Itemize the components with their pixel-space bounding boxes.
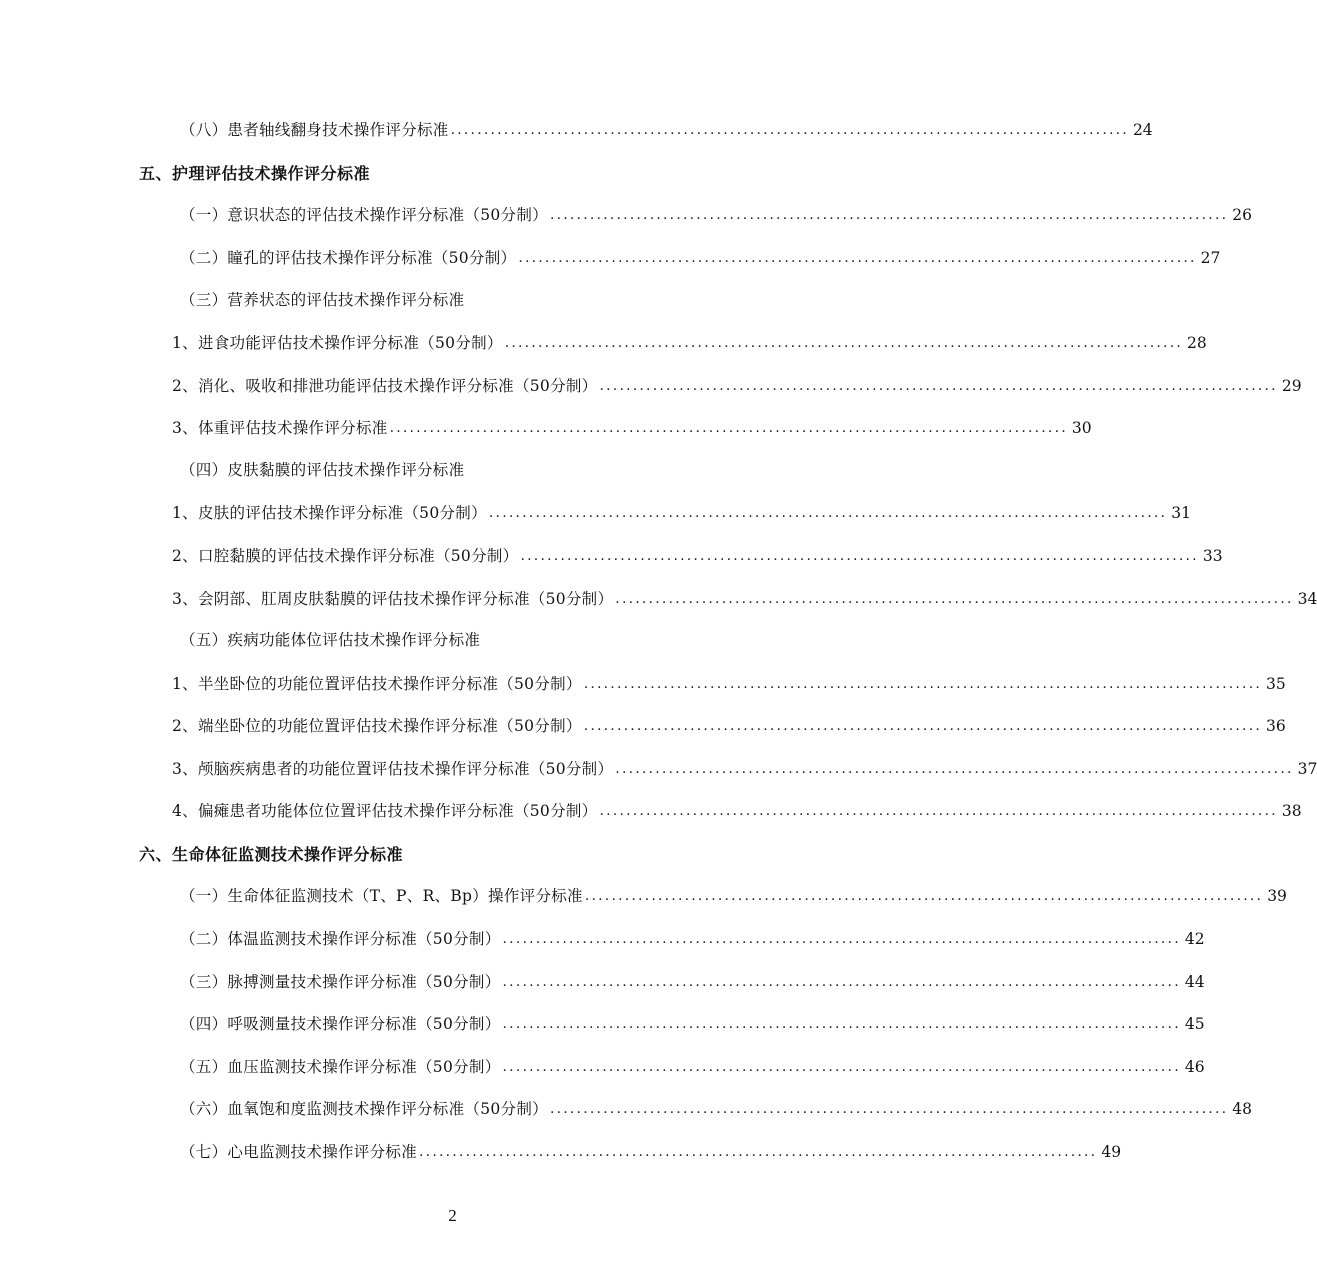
toc-entry[interactable]	[180, 197, 1252, 225]
dot-leader: ......................................................................................................	[389, 420, 1068, 436]
dot-leader: ......................................................................................................	[419, 1144, 1098, 1160]
toc-entry-page: 28	[1187, 334, 1207, 352]
dot-leader: ......................................................................................................	[599, 803, 1278, 819]
dot-leader: ......................................................................................................	[615, 591, 1294, 607]
dot-leader: ......................................................................................................	[504, 335, 1184, 351]
toc-entry-title: （三）脉搏测量技术操作评分标准（50分制）	[180, 973, 501, 991]
toc-entry-title: （八）患者轴线翻身技术操作评分标准	[180, 121, 449, 139]
toc-entry-page: 44	[1184, 973, 1205, 991]
toc-entry[interactable]	[172, 581, 1317, 609]
toc-entry[interactable]	[180, 921, 1205, 949]
toc-entry-title: （七）心电监测技术操作评分标准	[180, 1143, 418, 1161]
toc-entry-page: 33	[1202, 547, 1223, 565]
toc-entry-page: 24	[1132, 121, 1153, 139]
dot-leader: ......................................................................................................	[583, 676, 1263, 692]
toc-subheading: （四）皮肤黏膜的评估技术操作评分标准	[180, 461, 465, 479]
toc-entry-page: 49	[1101, 1143, 1122, 1161]
toc-entry-page: 29	[1281, 377, 1302, 395]
dot-leader: ......................................................................................................	[502, 1016, 1181, 1032]
toc-entry-title: 1、皮肤的评估技术操作评分标准（50分制）	[172, 504, 487, 522]
toc-entry[interactable]	[180, 878, 1287, 906]
toc-entry-title: （二）瞳孔的评估技术操作评分标准（50分制）	[180, 249, 517, 267]
toc-entry[interactable]	[180, 1134, 1122, 1162]
dot-leader: ......................................................................................................	[599, 378, 1278, 394]
section-heading: 五、护理评估技术操作评分标准	[139, 164, 371, 183]
toc-entry[interactable]	[180, 112, 1153, 140]
toc-entry[interactable]	[172, 793, 1302, 821]
dot-leader: ......................................................................................................	[518, 250, 1197, 266]
toc-entry-title: （六）血氧饱和度监测技术操作评分标准（50分制）	[180, 1100, 548, 1118]
toc-entry-title: 1、半坐卧位的功能位置评估技术操作评分标准（50分制）	[172, 675, 582, 693]
toc-entry-page: 31	[1171, 504, 1191, 522]
toc-entry-title: （一）生命体征监测技术（T、P、R、Bp）操作评分标准	[180, 887, 583, 905]
toc-entry[interactable]	[172, 666, 1286, 694]
dot-leader: ......................................................................................................	[502, 974, 1181, 990]
dot-leader: ......................................................................................................	[502, 1059, 1181, 1075]
toc-entry[interactable]	[172, 325, 1207, 353]
toc-entry-page: 38	[1281, 802, 1302, 820]
toc-entry-title: 3、体重评估技术操作评分标准	[172, 419, 388, 437]
toc-entry[interactable]	[172, 751, 1317, 779]
toc-entry-title: 2、口腔黏膜的评估技术操作评分标准（50分制）	[172, 547, 519, 565]
toc-entry[interactable]	[180, 964, 1205, 992]
dot-leader: ......................................................................................................	[615, 761, 1294, 777]
toc-entry-page: 46	[1184, 1058, 1205, 1076]
dot-leader: ......................................................................................................	[583, 718, 1263, 734]
toc-entry-title: 2、消化、吸收和排泄功能评估技术操作评分标准（50分制）	[172, 377, 598, 395]
dot-leader: ......................................................................................................	[488, 505, 1168, 521]
toc-entry-page: 48	[1232, 1100, 1252, 1118]
toc-subheading: （五）疾病功能体位评估技术操作评分标准	[180, 631, 481, 649]
toc-entry-title: （二）体温监测技术操作评分标准（50分制）	[180, 930, 501, 948]
toc-entry-page: 30	[1071, 419, 1092, 437]
toc-entry-title: 4、偏瘫患者功能体位位置评估技术操作评分标准（50分制）	[172, 802, 598, 820]
toc-entry[interactable]	[172, 495, 1191, 523]
dot-leader: ......................................................................................................	[549, 207, 1229, 223]
toc-entry-page: 45	[1184, 1015, 1205, 1033]
toc-entry-page: 36	[1266, 717, 1286, 735]
dot-leader: ......................................................................................................	[450, 122, 1129, 138]
dot-leader: ......................................................................................................	[520, 548, 1199, 564]
toc-entry[interactable]	[180, 240, 1221, 268]
toc-entry-page: 27	[1200, 249, 1221, 267]
toc-entry-page: 37	[1297, 760, 1317, 778]
toc-entry-page: 34	[1297, 590, 1317, 608]
toc-entry[interactable]	[172, 368, 1302, 396]
section-heading: 六、生命体征监测技术操作评分标准	[139, 845, 404, 864]
toc-entry-title: （五）血压监测技术操作评分标准（50分制）	[180, 1058, 501, 1076]
toc-entry-title: 3、颅脑疾病患者的功能位置评估技术操作评分标准（50分制）	[172, 760, 614, 778]
toc-entry[interactable]	[180, 1091, 1252, 1119]
toc-entry[interactable]	[180, 1049, 1205, 1077]
dot-leader: ......................................................................................................	[502, 931, 1181, 947]
toc-entry-page: 26	[1232, 206, 1252, 224]
toc-entry-title: （四）呼吸测量技术操作评分标准（50分制）	[180, 1015, 501, 1033]
toc-subheading: （三）营养状态的评估技术操作评分标准	[180, 291, 465, 309]
toc-entry[interactable]	[172, 538, 1223, 566]
toc-entry[interactable]	[172, 708, 1286, 736]
toc-entry-title: （一）意识状态的评估技术操作评分标准（50分制）	[180, 206, 548, 224]
toc-entry[interactable]	[180, 1006, 1205, 1034]
dot-leader: ......................................................................................................	[549, 1101, 1229, 1117]
toc-entry-title: 2、端坐卧位的功能位置评估技术操作评分标准（50分制）	[172, 717, 582, 735]
toc-entry-title: 1、进食功能评估技术操作评分标准（50分制）	[172, 334, 503, 352]
toc-entry[interactable]	[172, 410, 1092, 438]
toc-entry-title: 3、会阴部、肛周皮肤黏膜的评估技术操作评分标准（50分制）	[172, 590, 614, 608]
dot-leader: ......................................................................................................	[584, 888, 1264, 904]
page-number: 2	[448, 1206, 457, 1225]
toc-entry-page: 42	[1184, 930, 1205, 948]
toc-entry-page: 39	[1267, 887, 1287, 905]
toc-entry-page: 35	[1266, 675, 1286, 693]
